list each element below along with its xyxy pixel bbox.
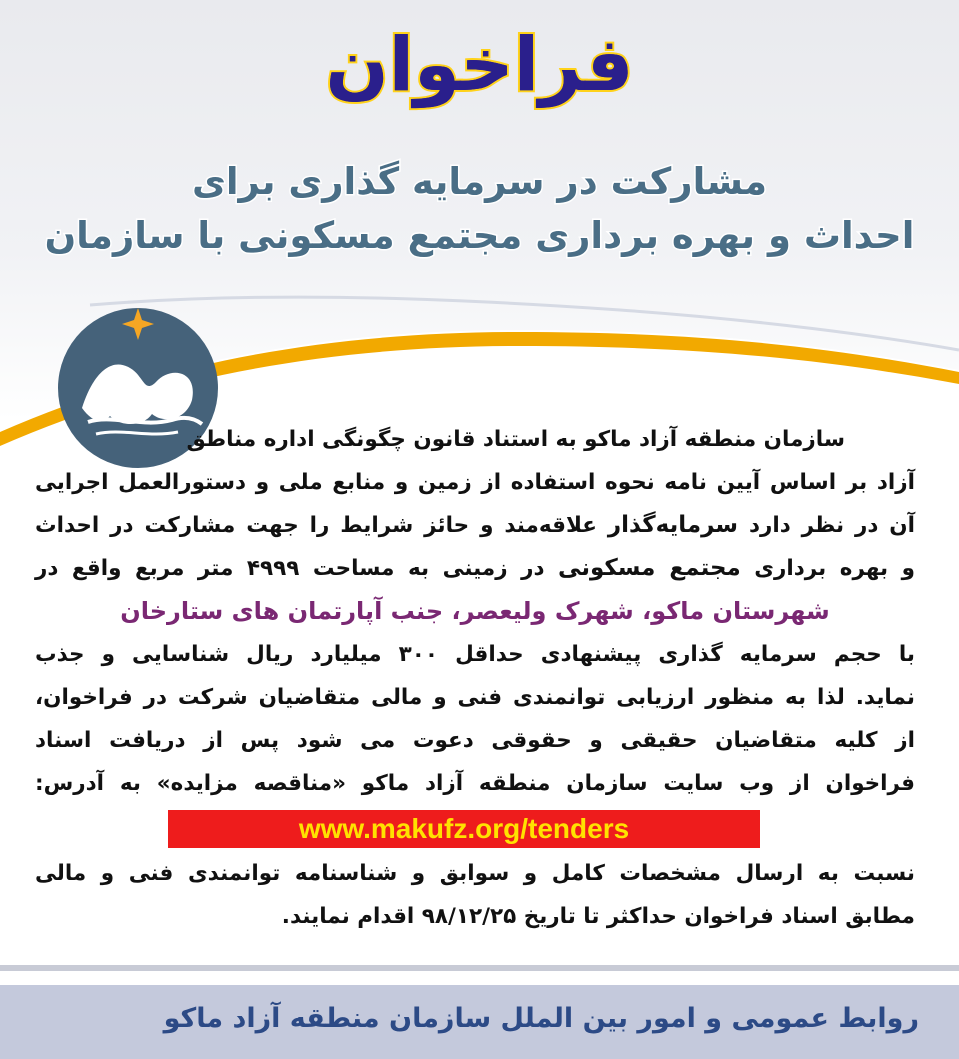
closing-line-2: مطابق اسناد فراخوان حداکثر تا تاریخ ۹۸/۱۲/۲۵ اقدام نمایند. [281, 904, 915, 929]
footer-bar [0, 985, 959, 1059]
subtitle-line-1: مشارکت در سرمایه گذاری برای [191, 160, 768, 203]
investor-keyword: سرمایه‌گذار [607, 512, 739, 538]
body-line-3-b: علاقه‌مند و حائز شرایط را جهت مشارکت در احداث [35, 513, 608, 538]
body-line-4 [35, 547, 915, 590]
body-line-2: آزاد بر اساس آیین نامه نحوه استفاده از زمین و منابع ملی و دستورالعمل اجرایی [35, 470, 915, 495]
body-line-7: نماید. لذا به منظور ارزیابی توانمندی فنی و مالی متقاضیان شرکت در فراخوان، [35, 685, 915, 710]
closing-text [35, 852, 915, 938]
body-line-3-a: آن در نظر دارد [738, 513, 915, 538]
tenders-url-link[interactable]: www.makufz.org/tenders [168, 810, 760, 848]
body-line-3 [35, 504, 915, 547]
footer-divider [0, 965, 959, 971]
body-line-9: فراخوان از وب سایت سازمان منطقه آزاد ماکو «مناقصه مزایده» به آدرس: [35, 771, 915, 796]
body-line-8: از کلیه متقاضیان حقیقی و حقوقی دعوت می شود پس از دریافت اسناد [35, 728, 915, 753]
closing-line-1: نسبت به ارسال مشخصات کامل و سوابق و شناسنامه توانمندی فنی و مالی [35, 861, 915, 886]
page-title: فراخوان [325, 22, 634, 108]
announcement-body [35, 418, 915, 805]
footer-text: روابط عمومی و امور بین الملل سازمان منطقه آزاد ماکو [163, 1003, 919, 1034]
body-line-6: با حجم سرمایه گذاری پیشنهادی حداقل ۳۰۰ میلیارد ریال شناسایی و جذب [35, 642, 915, 667]
body-line-4-a: و بهره برداری [740, 556, 915, 581]
body-line-1: سازمان منطقه آزاد ماکو به استناد قانون چگونگی اداره مناطق [186, 427, 845, 452]
location-line: شهرستان ماکو، شهرک ولیعصر، جنب آپارتمان های ستارخان [120, 597, 830, 625]
subtitle-line-2: احداث و بهره برداری مجتمع مسکونی با سازمان [44, 214, 915, 257]
complex-keyword: مجتمع مسکونی [558, 555, 741, 581]
body-line-4-b: در زمینی به مساحت ۴۹۹۹ متر مربع واقع در [35, 556, 559, 581]
